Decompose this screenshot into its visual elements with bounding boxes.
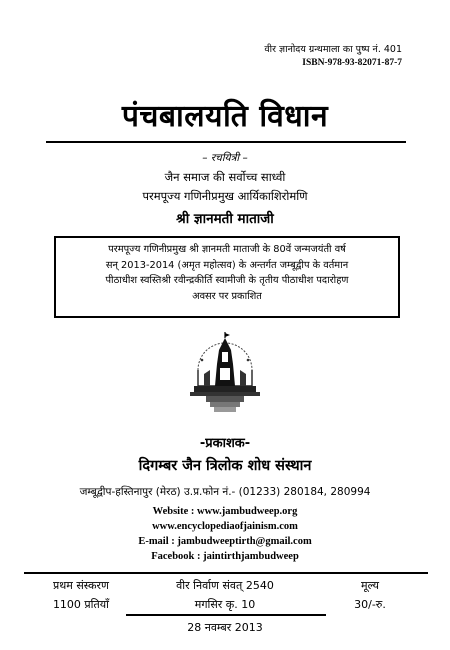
book-title: पंचबालयति विधान xyxy=(121,99,329,134)
hindu-month-date: मगसिर कृ. 10 xyxy=(194,598,256,611)
author-line-2: परमपूज्य गणिनीप्रमुख आर्यिकाशिरोमणि xyxy=(142,189,308,203)
publisher-website[interactable]: Website : www.jambudweep.org xyxy=(152,506,298,517)
occasion-box xyxy=(54,236,400,318)
publisher-facebook[interactable]: Facebook : jaintirthjambudweep xyxy=(151,551,299,562)
copies: 1100 प्रतियाँ xyxy=(52,598,110,611)
publication-date: 28 नवम्बर 2013 xyxy=(187,621,263,634)
author-name: श्री ज्ञानमती माताजी xyxy=(176,211,274,227)
occasion-line-1: परमपूज्य गणिनीप्रमुख श्री ज्ञानमती माताजी के 80वें जन्मजयंती वर्ष xyxy=(108,244,346,255)
publisher-name: दिगम्बर जैन त्रिलोक शोध संस्थान xyxy=(138,458,312,474)
vir-nirvan-era: वीर निर्वाण संवत् 2540 xyxy=(176,579,274,592)
edition: प्रथम संस्करण xyxy=(53,579,109,592)
publisher-label: -प्रकाशक- xyxy=(199,436,251,451)
price: 30/-रु. xyxy=(354,598,386,611)
publisher-email[interactable]: E-mail : jambudweeptirth@gmail.com xyxy=(138,536,312,547)
author-line-1: जैन समाज की सर्वोच्च साध्वी xyxy=(164,170,286,184)
publisher-emblem-logo xyxy=(184,330,266,414)
occasion-line-3: पीठाधीश स्वस्तिश्री रवीन्द्रकीर्ति स्वामीजी के तृतीय पीठाधीश पदारोहण xyxy=(105,275,349,286)
series-number: वीर ज्ञानोदय ग्रन्थमाला का पुष्प नं. 401 xyxy=(264,44,402,55)
footer-divider-middle xyxy=(126,614,326,616)
isbn: ISBN-978-93-82071-87-7 xyxy=(302,58,402,68)
footer-divider-top xyxy=(24,572,428,574)
publisher-website-2[interactable]: www.encyclopediaofjainism.com xyxy=(152,521,298,532)
publisher-address: जम्बूद्वीप-हस्तिनापुर (मेरठ) उ.प्र.फोन नं.- (01233) 280184, 280994 xyxy=(79,486,371,498)
occasion-line-2: सन् 2013-2014 (अमृत महोत्सव) के अन्तर्गत जम्बूद्वीप के वर्तमान xyxy=(105,259,349,271)
title-underline xyxy=(46,141,406,143)
occasion-line-4: अवसर पर प्रकाशित xyxy=(192,290,262,302)
author-role: – रचयित्री – xyxy=(202,152,248,164)
price-label: मूल्य xyxy=(361,579,379,592)
